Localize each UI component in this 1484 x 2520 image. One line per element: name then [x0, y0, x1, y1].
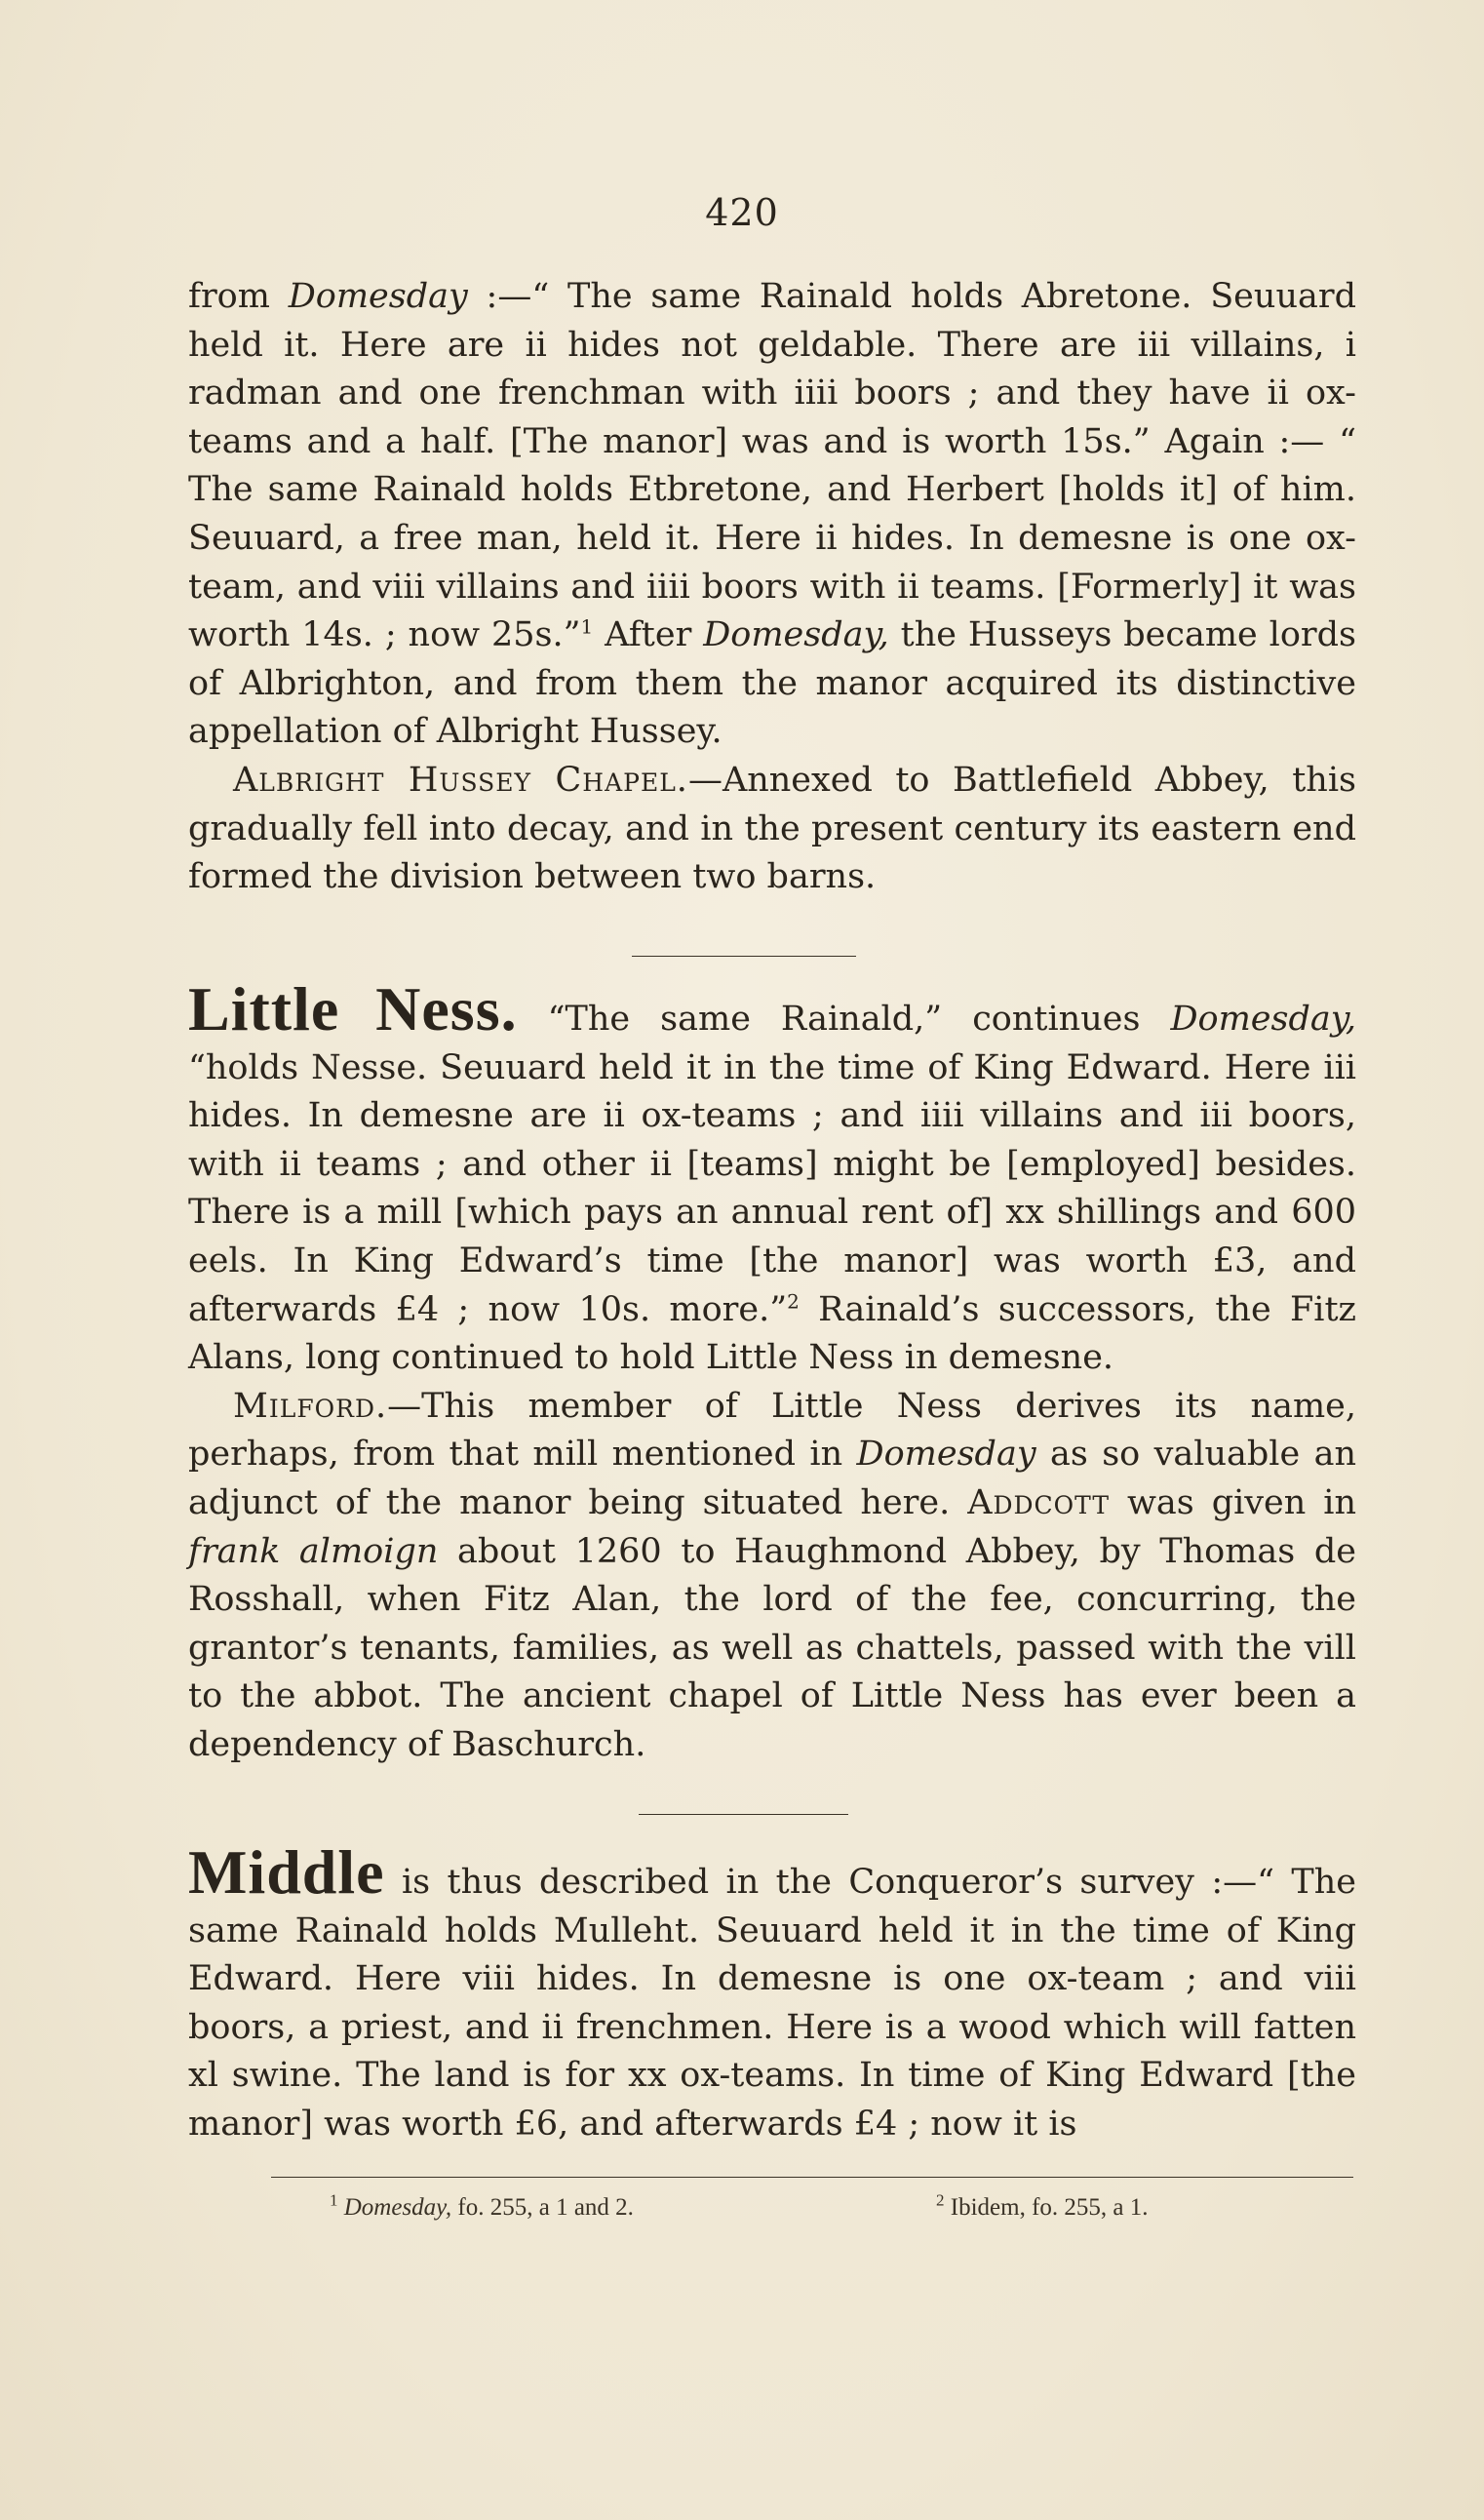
italic-domesday: Domesday: [288, 277, 468, 316]
italic-domesday: Domesday: [856, 1435, 1036, 1475]
heading-milford: Milford.: [233, 1386, 388, 1426]
heading-addcott: Addcott: [967, 1482, 1110, 1522]
section-divider: [639, 1814, 848, 1815]
text: “holds Nesse. Seuuard held it in the time of King Edward. Here iii hides. In demesne are ii ox-teams ; and iiii villains and iii boors, with ii teams ; and other ii [teams] might be [employed] besides. There is a mill [which pays an annual rent of] xx shillings and 600 eels. In King Edward’s time [the manor] was worth £3, and afterwards £4 ; now 10s. more.”: [188, 1047, 1356, 1329]
paragraph-albrighton: [188, 273, 1356, 902]
paragraph-little-ness: [188, 974, 1357, 1770]
italic-domesday: Domesday,: [1170, 1000, 1356, 1039]
footnote-ref-1[interactable]: 1: [580, 614, 594, 639]
footnote-text: Ibidem, fo. 255, a 1.: [950, 2194, 1149, 2221]
page-number: 420: [705, 191, 779, 234]
text: Rainald’s successors, the Fitz Alans, long continued to hold Little Ness in demesne.: [188, 1289, 1356, 1378]
italic-frank-almoign: frank almoign: [188, 1531, 439, 1571]
footnote-text: fo. 255, a 1 and 2.: [451, 2194, 634, 2221]
footnote-2: [936, 2190, 1149, 2222]
section-divider: [632, 956, 856, 957]
text: was given in: [1110, 1482, 1357, 1522]
section-title-middle: Middle: [188, 1837, 385, 1907]
text: —Annexed to Battlefield Abbey, this gradually fell into decay, and in the present century its eastern end formed the division between two barns.: [188, 760, 1356, 897]
footnote-rule: [271, 2177, 1353, 2178]
text: is thus described in the Conqueror’s survey :—“ The same Rainald holds Mulleht. Seuuard held it in the time of King Edward. Here viii hides. In demesne is one ox-team ; and viii boors, a priest, and ii frenchmen. Here is a wood which will fatten xl swine. The land is for xx ox-teams. In time of King Edward [the manor] was worth £6, and afterwards £4 ; now it is: [188, 1863, 1356, 2144]
italic-domesday: Domesday,: [703, 615, 889, 655]
footnote-ref-2[interactable]: 2: [787, 1288, 800, 1313]
text: about 1260 to Haughmond Abbey, by Thomas de Rosshall, when Fitz Alan, the lord of the fee, concurring, the grantor’s tenants, families, as well as chattels, passed with the vill to the abbot. The ancient chapel of Little Ness has ever been a dependency of Baschurch.: [188, 1531, 1356, 1764]
footnote-1: [330, 2190, 634, 2222]
text: as so valuable an adjunct of the manor being situated here.: [188, 1435, 1356, 1522]
text: After: [593, 615, 704, 655]
footnote-title: Domesday,: [343, 2194, 452, 2221]
text: “The same Rainald,” continues: [517, 1000, 1171, 1039]
text: —This member of Little Ness derives its name, perhaps, from that mill mentioned in: [188, 1386, 1356, 1475]
text: from: [188, 277, 289, 316]
footnote-number: 1: [330, 2190, 338, 2210]
paragraph-middle: [188, 1837, 1356, 2149]
footnote-number: 2: [936, 2190, 945, 2210]
heading-albright-hussey-chapel: Albright Hussey Chapel.: [233, 760, 688, 800]
text: :—“ The same Rainald holds Abretone. Seuuard held it. Here are ii hides not geldable. There are iii villains, i radman and one frenchman with iiii boors ; and they have ii ox-teams and a half. [The manor] was and is worth 15s.” Again :— “ The same Rainald holds Etbretone, and Herbert [holds it] of him. Seuuard, a free man, held it. Here ii hides. In demesne is one ox-team, and viii villains and iiii boors with ii teams. [Formerly] it was worth 14s. ; now 25s.”: [188, 277, 1356, 655]
section-title-little-ness: Little Ness.: [188, 974, 518, 1043]
text: the Husseys became lords of Albrighton, and from them the manor acquired its distinctive appellation of Albright Hussey.: [188, 615, 1357, 752]
